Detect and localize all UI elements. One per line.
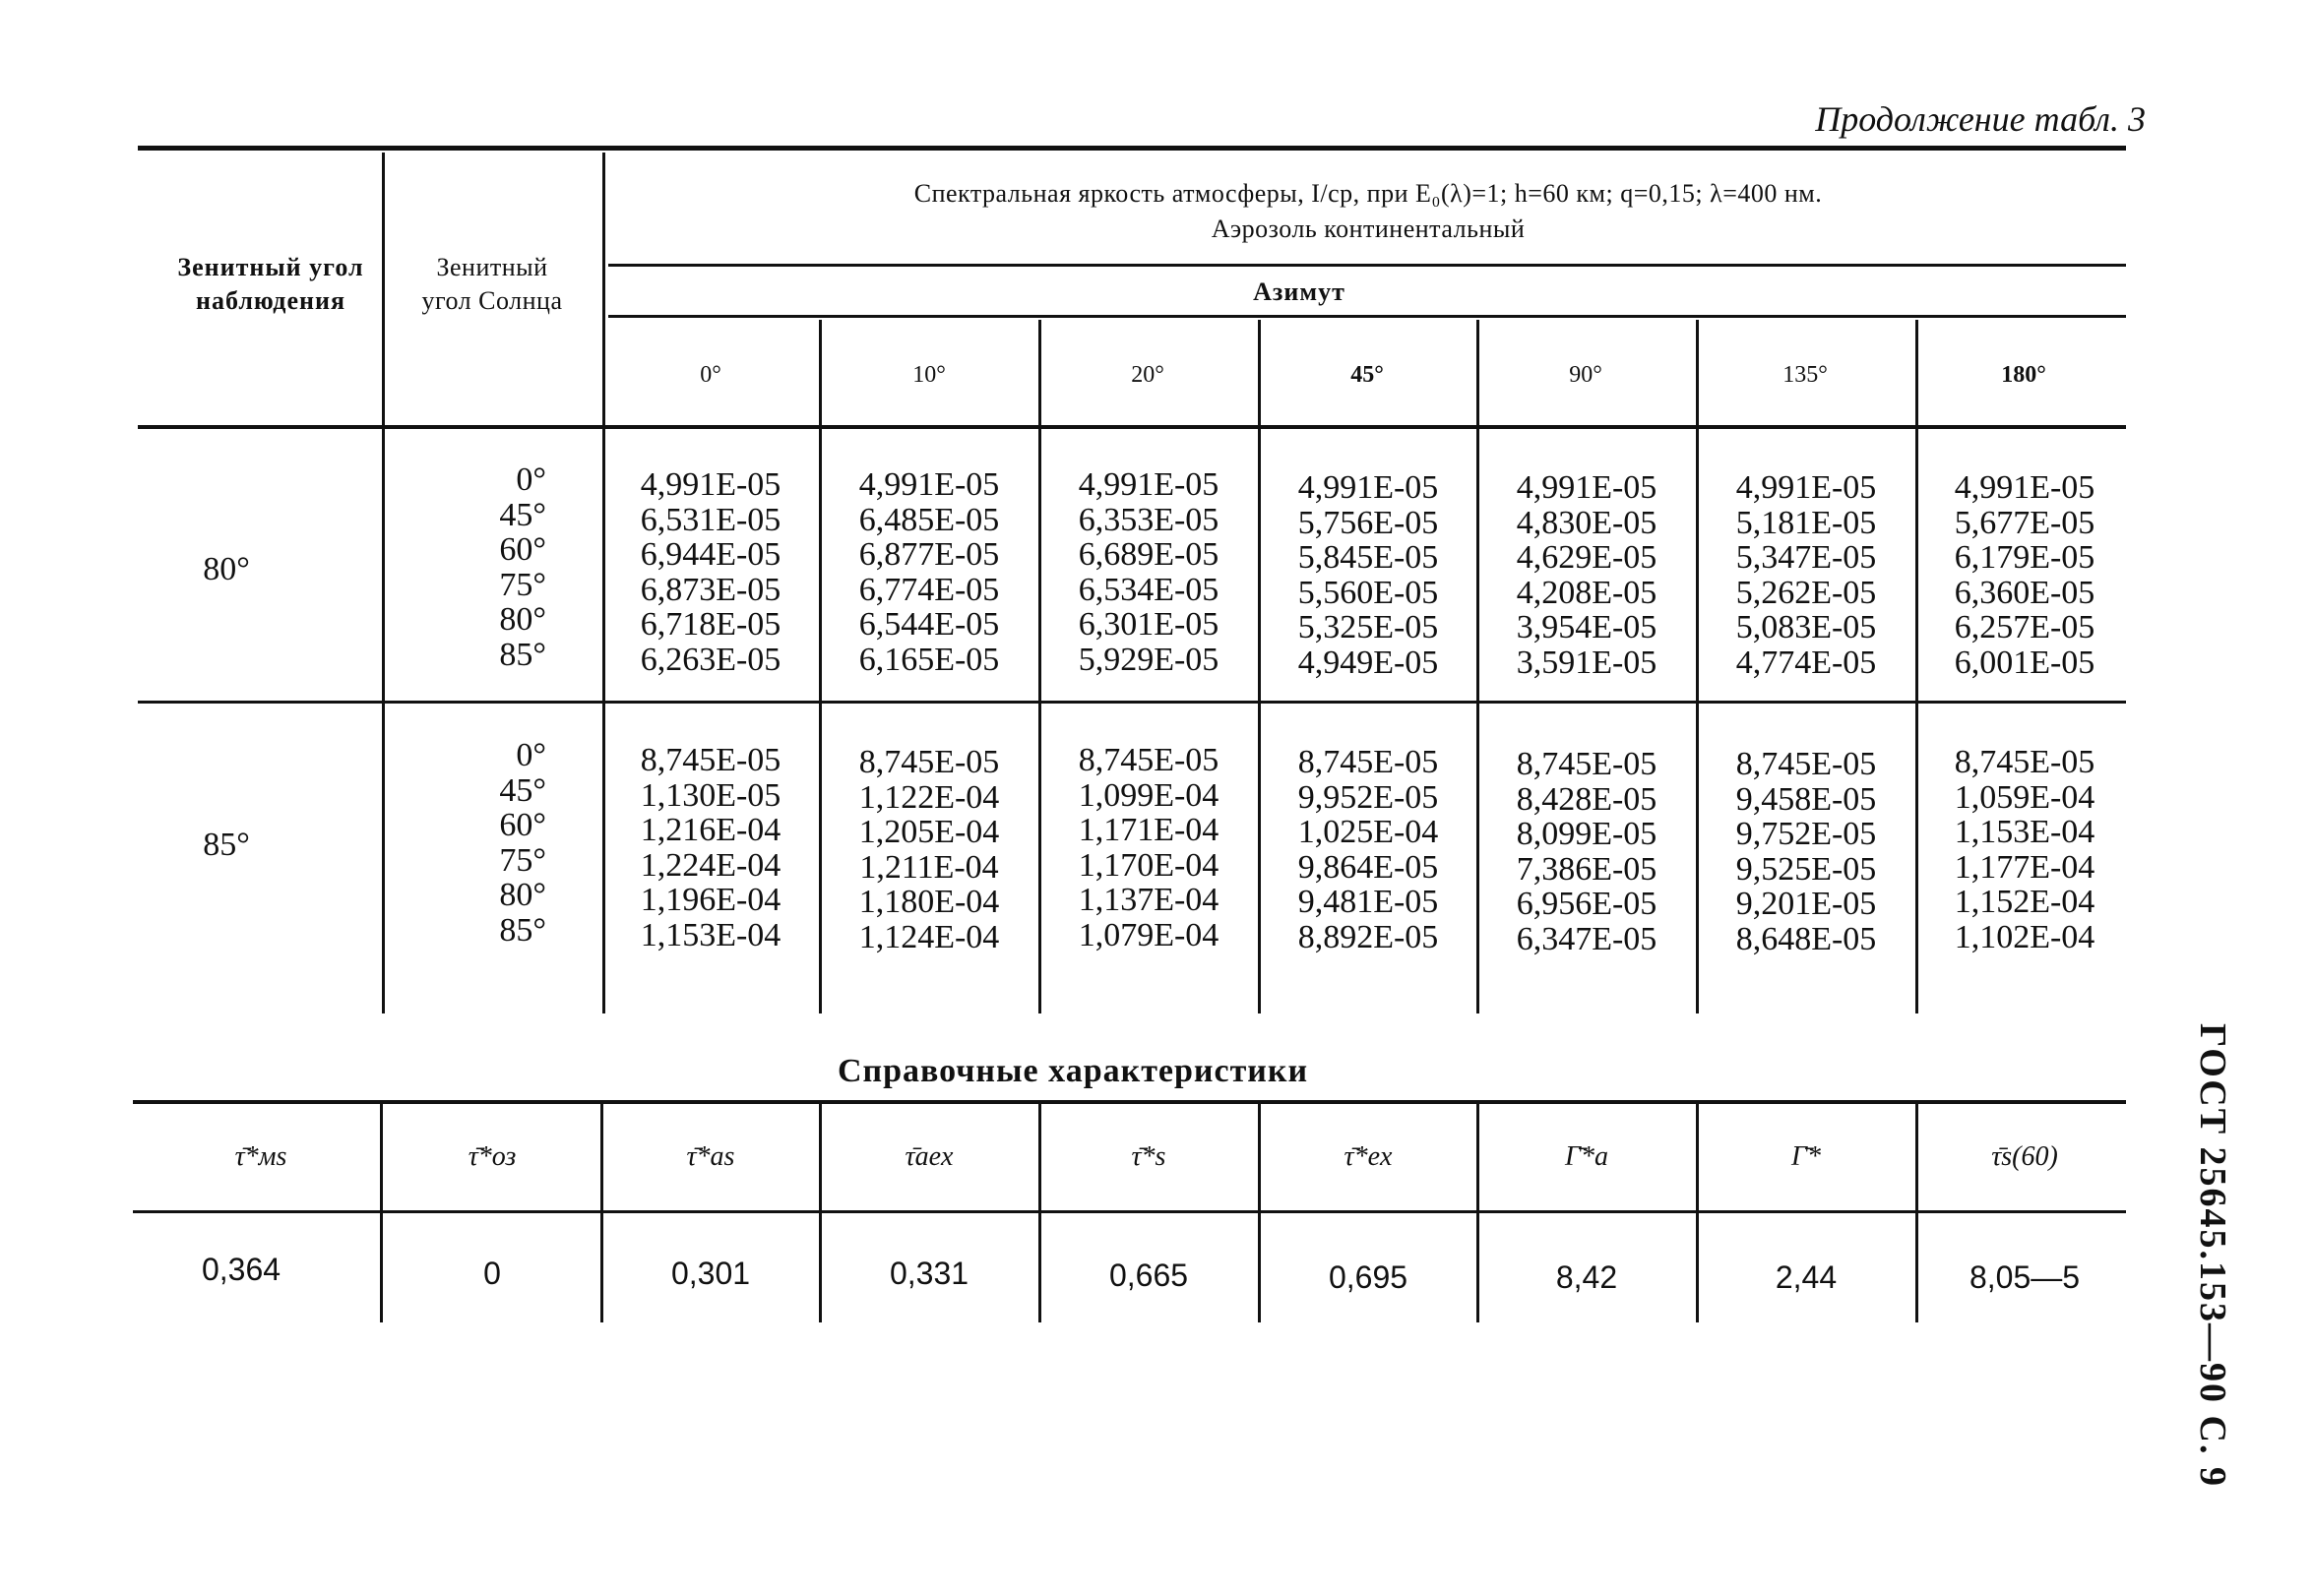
view-angle-80: 80°: [203, 551, 250, 587]
cell: 1,130E-05: [640, 776, 781, 814]
symbol-gamma: Γ̄*: [1791, 1141, 1821, 1172]
cell: 8,745E-05: [1297, 744, 1439, 780]
value-tau-s: 0,665: [1108, 1258, 1189, 1293]
cell: 6,689E-05: [1078, 536, 1219, 573]
cell: 5,181E-05: [1735, 504, 1877, 541]
cell: 9,201E-05: [1735, 886, 1877, 922]
cell: 6,485E-05: [858, 501, 1000, 538]
cell: 1,124E-04: [858, 918, 1000, 955]
sun-angle: 45°: [499, 771, 546, 809]
cell: 6,944E-05: [640, 536, 781, 573]
block-1-col-20: [1045, 467, 1252, 677]
vline-6: [1476, 320, 1479, 1013]
azimuth-90: 90°: [1569, 362, 1602, 388]
block-1-col-0: [607, 467, 814, 677]
cell: 6,257E-05: [1954, 609, 2095, 645]
aerosol-label: Аэрозоль континентальный: [1211, 215, 1526, 243]
cell: 8,745E-05: [858, 744, 1000, 780]
cell: 6,263E-05: [640, 641, 781, 678]
vline-7: [1696, 320, 1699, 1013]
block-1-col-10: [826, 467, 1032, 677]
vline-4: [1038, 320, 1041, 1013]
block-divider-rule: [138, 701, 2126, 704]
cell: 4,208E-05: [1516, 574, 1657, 611]
cell: 1,102E-04: [1954, 918, 2095, 955]
cell: 9,525E-05: [1735, 850, 1877, 888]
sun-angle: 75°: [499, 841, 546, 879]
azimuth-20: 20°: [1131, 362, 1164, 388]
sun-angle: 75°: [499, 566, 546, 603]
ref-vline-7: [1696, 1104, 1699, 1322]
cell: 6,534E-05: [1078, 571, 1219, 608]
value-tau-s60: 8,05—5: [1969, 1259, 2081, 1295]
cell: 6,774E-05: [858, 571, 1000, 608]
cell: 6,956E-05: [1516, 886, 1657, 922]
cell: 1,152E-04: [1954, 884, 2095, 920]
ref-vline-2: [600, 1104, 603, 1322]
cell: 8,648E-05: [1735, 920, 1877, 957]
value-tau-ms: 0,364: [201, 1252, 281, 1287]
cell: 9,864E-05: [1297, 848, 1439, 886]
cell: 4,991E-05: [1735, 469, 1877, 506]
symbol-tau-s: τ̄*s: [1131, 1141, 1166, 1172]
vline-2: [602, 153, 605, 1013]
value-tau-aex: 0,331: [889, 1256, 969, 1291]
sun-angle: 60°: [499, 807, 546, 843]
cell: 8,745E-05: [1735, 746, 1877, 782]
cell: 4,991E-05: [1297, 469, 1439, 506]
block-2-col-45: [1265, 745, 1471, 954]
view-angle-85: 85°: [203, 827, 250, 863]
cell: 3,954E-05: [1516, 609, 1657, 645]
cell: 5,347E-05: [1735, 539, 1877, 576]
ref-vline-6: [1476, 1104, 1479, 1322]
cell: 6,001E-05: [1954, 644, 2095, 681]
vline-1: [382, 153, 385, 1013]
block-2-col-135: [1703, 747, 1909, 956]
cell: 1,025E-04: [1297, 814, 1439, 850]
symbol-tau-s60: τ̄s(60): [1991, 1141, 2058, 1172]
cell: 1,224E-04: [640, 846, 781, 884]
sun-angle: 60°: [499, 531, 546, 568]
symbol-tau-ms: τ̄*мs: [234, 1141, 287, 1172]
symbol-gamma-a: Γ̄*a: [1565, 1141, 1608, 1172]
table-top-rule: [138, 146, 2126, 151]
gost-side-label: ГОСТ 25645.153—90 С. 9: [2192, 1023, 2233, 1488]
sun-angle: 85°: [499, 911, 546, 949]
sun-angle: 85°: [499, 636, 546, 673]
block-2-col-20: [1045, 743, 1252, 952]
cell: 1,059E-04: [1954, 778, 2095, 816]
spectral-title: Спектральная яркость атмосферы, I/ср, при E₀(λ)=1; h=60 км; q=0,15; λ=400 нм.: [913, 179, 1823, 208]
symbol-tau-oz: τ̄*оз: [468, 1141, 517, 1172]
header-bottom-rule: [138, 425, 2126, 429]
cell: 1,196E-04: [640, 882, 781, 918]
sun-angle: 0°: [516, 461, 546, 498]
cell: 5,083E-05: [1735, 609, 1877, 645]
sun-angle: 45°: [499, 496, 546, 533]
sun-angle: 80°: [499, 601, 546, 638]
azimuth-45: 45°: [1350, 362, 1384, 388]
cell: 1,211E-04: [859, 848, 999, 886]
cell: 5,560E-05: [1297, 574, 1439, 611]
cell: 4,830E-05: [1516, 504, 1657, 541]
cell: 6,718E-05: [640, 606, 781, 643]
symbol-tau-as: τ̄*as: [686, 1141, 735, 1172]
ref-vline-3: [819, 1104, 822, 1322]
cell: 5,677E-05: [1954, 504, 2095, 541]
cell: 3,591E-05: [1516, 644, 1657, 681]
sun-angles-block-2: [389, 738, 546, 948]
cell: 1,216E-04: [640, 812, 781, 848]
cell: 4,774E-05: [1735, 644, 1877, 681]
cell: 1,137E-04: [1078, 882, 1219, 918]
cell: 4,991E-05: [640, 466, 781, 503]
vline-5: [1258, 320, 1261, 1013]
cell: 5,325E-05: [1297, 609, 1439, 645]
value-tau-oz: 0: [483, 1256, 501, 1291]
cell: 1,205E-04: [858, 814, 1000, 850]
cell: 1,122E-04: [858, 778, 1000, 816]
azimuth-10: 10°: [912, 362, 946, 388]
value-tau-as: 0,301: [670, 1256, 751, 1291]
block-2-col-90: [1483, 747, 1690, 956]
value-gamma-a: 8,42: [1555, 1259, 1618, 1295]
cell: 6,301E-05: [1078, 606, 1219, 643]
reference-mid-rule: [133, 1210, 2126, 1213]
cell: 6,360E-05: [1954, 574, 2095, 611]
cell: 4,991E-05: [1078, 466, 1219, 503]
cell: 5,929E-05: [1078, 641, 1219, 678]
cell: 6,877E-05: [858, 536, 1000, 573]
cell: 4,949E-05: [1297, 644, 1439, 681]
reference-top-rule: [133, 1100, 2126, 1104]
block-1-col-180: [1921, 470, 2128, 680]
cell: 4,629E-05: [1516, 539, 1657, 576]
ref-vline-1: [380, 1104, 383, 1322]
cell: 6,179E-05: [1954, 539, 2095, 576]
sun-angle: 0°: [516, 737, 546, 773]
cell: 8,745E-05: [1954, 744, 2095, 780]
cell: 6,531E-05: [640, 501, 781, 538]
cell: 8,099E-05: [1516, 816, 1657, 852]
cell: 6,347E-05: [1516, 920, 1657, 957]
block-2-col-10: [826, 745, 1032, 954]
cell: 4,991E-05: [1516, 469, 1657, 506]
cell: 7,386E-05: [1516, 850, 1657, 888]
view-zenith-header: Зенитный угол наблюдения: [177, 253, 364, 315]
cell: 5,845E-05: [1297, 539, 1439, 576]
azimuth-rule: [608, 315, 2126, 318]
cell: 1,153E-04: [640, 916, 781, 953]
vline-8: [1915, 320, 1918, 1013]
azimuth-135: 135°: [1782, 362, 1828, 388]
reference-title: Справочные характеристики: [837, 1053, 1309, 1089]
cell: 6,544E-05: [858, 606, 1000, 643]
cell: 4,991E-05: [858, 466, 1000, 503]
cell: 8,428E-05: [1516, 780, 1657, 818]
cell: 9,458E-05: [1735, 780, 1877, 818]
cell: 1,079E-04: [1078, 916, 1219, 953]
cell: 4,991E-05: [1954, 469, 2095, 506]
cell: 1,180E-04: [858, 884, 1000, 920]
cell: 8,892E-05: [1297, 918, 1439, 955]
value-tau-ex: 0,695: [1328, 1259, 1408, 1295]
block-2-col-180: [1921, 745, 2128, 954]
symbol-tau-ex: τ̄*ex: [1344, 1141, 1393, 1172]
cell: 1,171E-04: [1078, 812, 1219, 848]
cell: 6,165E-05: [858, 641, 1000, 678]
cell: 8,745E-05: [1078, 742, 1219, 778]
sun-angle: 80°: [499, 877, 546, 913]
block-1-col-90: [1483, 470, 1690, 680]
cell: 6,353E-05: [1078, 501, 1219, 538]
cell: 6,873E-05: [640, 571, 781, 608]
ref-vline-8: [1915, 1104, 1918, 1322]
block-1-col-135: [1703, 470, 1909, 680]
cell: 9,952E-05: [1297, 778, 1439, 816]
ref-vline-4: [1038, 1104, 1041, 1322]
block-2-col-0: [607, 743, 814, 952]
azimuth-label: Азимут: [1253, 277, 1345, 306]
azimuth-180: 180°: [2001, 362, 2046, 388]
ref-vline-5: [1258, 1104, 1261, 1322]
cell: 9,752E-05: [1735, 816, 1877, 852]
spectral-title-rule: [608, 264, 2126, 267]
symbol-tau-aex: τ̄aex: [905, 1141, 954, 1172]
cell: 5,262E-05: [1735, 574, 1877, 611]
continuation-label: Продолжение табл. 3: [1815, 99, 2146, 139]
cell: 8,745E-05: [640, 742, 781, 778]
cell: 1,170E-04: [1078, 846, 1219, 884]
cell: 1,153E-04: [1954, 814, 2095, 850]
value-gamma: 2,44: [1775, 1259, 1838, 1295]
cell: 9,481E-05: [1297, 884, 1439, 920]
cell: 8,745E-05: [1516, 746, 1657, 782]
cell: 1,099E-04: [1078, 776, 1219, 814]
sun-angles-block-1: [389, 462, 546, 672]
cell: 5,756E-05: [1297, 504, 1439, 541]
vline-3: [819, 320, 822, 1013]
cell: 1,177E-04: [1954, 848, 2095, 886]
azimuth-0: 0°: [700, 362, 721, 388]
sun-zenith-header: Зенитный угол Солнца: [421, 253, 563, 315]
block-1-col-45: [1265, 470, 1471, 680]
